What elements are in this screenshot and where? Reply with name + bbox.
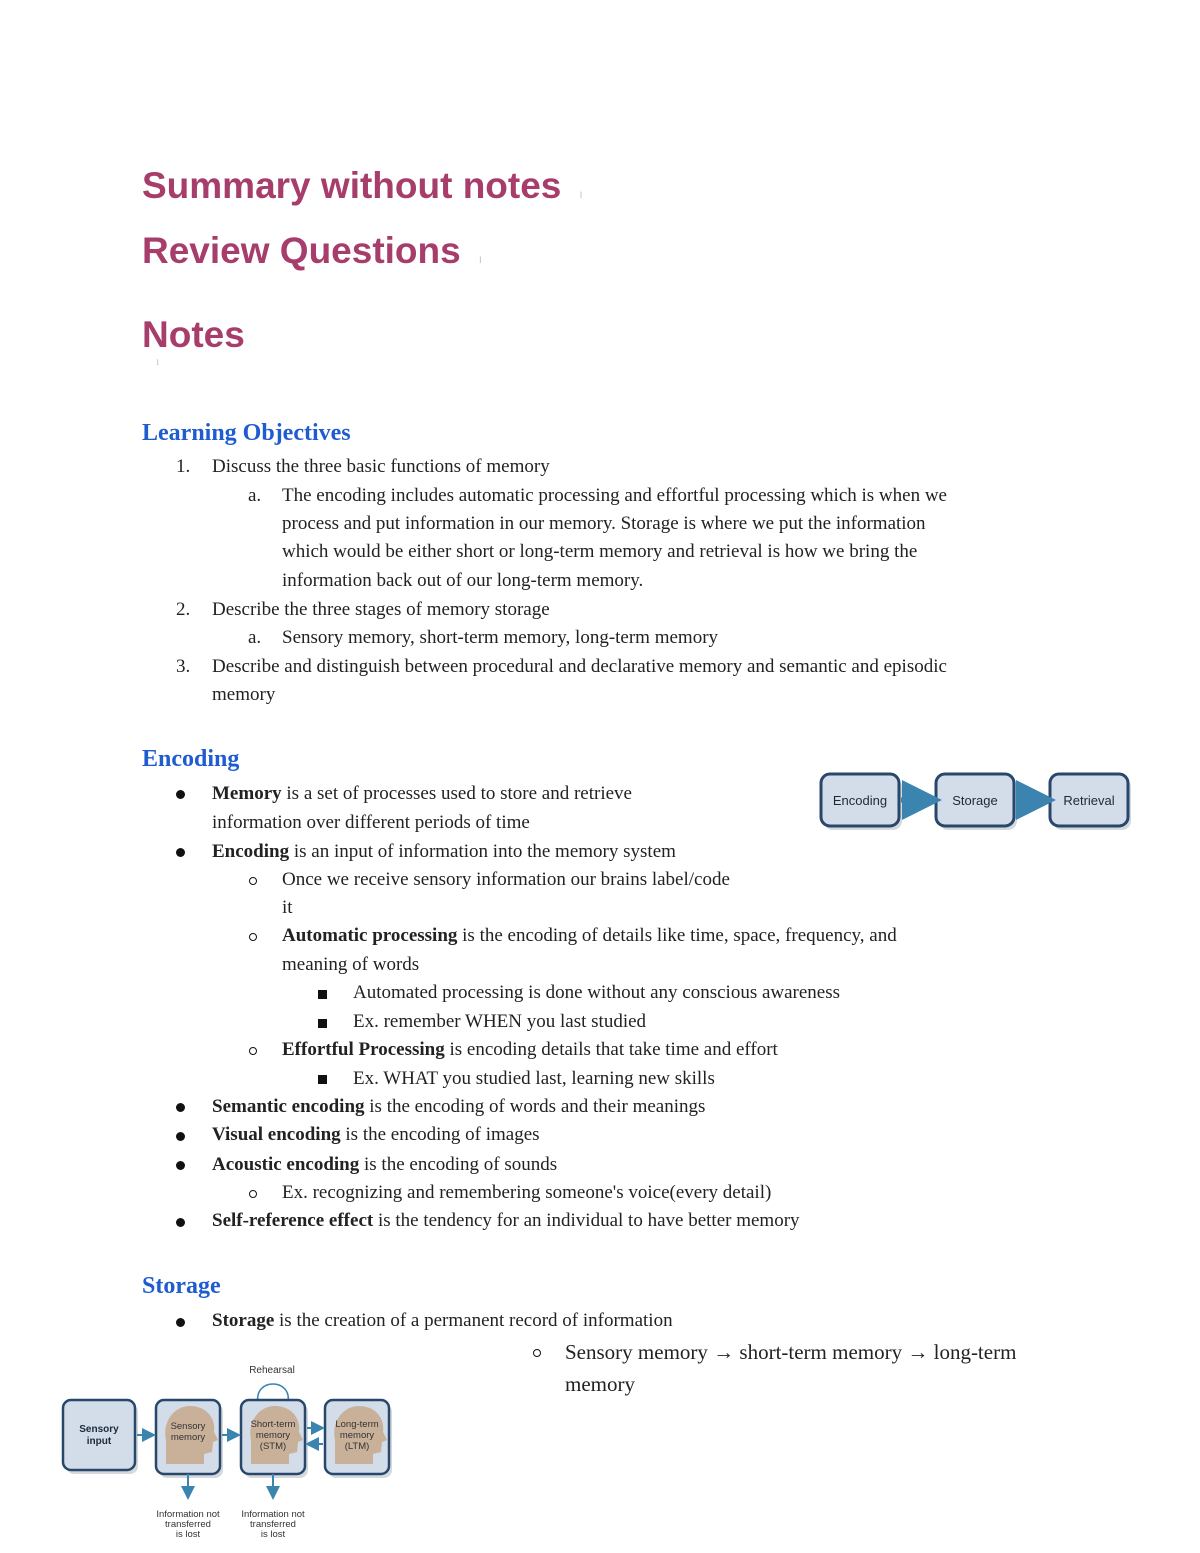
term-visual-encoding: Visual encoding (212, 1124, 341, 1145)
sensory-input-label: Sensory (79, 1424, 119, 1435)
list-number: 2. (176, 599, 191, 620)
term-semantic-encoding: Semantic encoding (212, 1096, 365, 1117)
info-lost-label: transferred (165, 1519, 211, 1530)
bullet-disc (176, 1161, 185, 1170)
notes-marker: ı (156, 354, 160, 368)
term-memory: Memory (212, 783, 282, 804)
auto-def: is the encoding of details like time, space, frequency, and (457, 925, 897, 946)
objective-1a-line: The encoding includes automatic processing and effortful processing which is when we (282, 485, 947, 506)
bullet-disc (176, 848, 185, 857)
term-effortful-processing: Effortful Processing (282, 1039, 445, 1060)
summary-heading-text: Summary without notes (142, 165, 562, 206)
bullet-square (318, 1019, 327, 1028)
acoustic-sub: Ex. recognizing and remembering someone's voice(every detail) (282, 1182, 772, 1203)
auto-sub-2: Ex. remember WHEN you last studied (353, 1011, 647, 1032)
retrieval-box-label: Retrieval (1063, 793, 1115, 808)
heading-marker: ı (478, 252, 483, 266)
list-letter: a. (248, 485, 262, 506)
bullet-circle (249, 877, 257, 885)
storage-definition (212, 1307, 673, 1336)
info-lost-label: is lost (175, 1529, 201, 1540)
term-automatic-processing: Automatic processing (282, 925, 458, 946)
review-heading (142, 232, 482, 269)
visual-def: is the encoding of images (340, 1124, 540, 1145)
bullet-disc (176, 1318, 185, 1327)
stm-label: memory (255, 1430, 291, 1441)
objective-2: Describe the three stages of memory storage (212, 599, 550, 620)
objective-3-line: memory (212, 684, 276, 705)
list-number: 1. (176, 456, 191, 477)
objective-1a-line: which would be either short or long-term memory and retrieval is how we bring the (282, 541, 918, 562)
notes-heading (142, 316, 245, 353)
rehearsal-label: Rehearsal (249, 1365, 295, 1376)
notes-heading-text: Notes (142, 314, 245, 355)
term-self-reference-effect: Self-reference effect (212, 1210, 374, 1231)
memory-def: is a set of processes used to store and retrieve (281, 783, 632, 804)
selfref-def: is the tendency for an individual to have better memory (373, 1210, 800, 1231)
sensory-memory-label: Sensory (170, 1421, 206, 1432)
sensory-memory-label: memory (170, 1432, 206, 1443)
semantic-encoding (212, 1093, 705, 1122)
sensory-input-box (63, 1400, 135, 1470)
objective-1a-line: process and put information in our memory. Storage is where we put the information (282, 513, 926, 534)
sensory-code-text: Once we receive sensory information our brains label/code (282, 869, 730, 890)
objective-1: Discuss the three basic functions of memory (212, 456, 550, 477)
sensory-code-cont: it (282, 897, 293, 918)
effort-def: is encoding details that take time and effort (444, 1039, 778, 1060)
term-storage: Storage (212, 1310, 275, 1331)
info-lost-label: Information not (241, 1509, 305, 1520)
auto-sub-1: Automated processing is done without any conscious awareness (353, 982, 841, 1003)
objective-1a-line: information back out of our long-term memory. (282, 570, 644, 591)
stm-label: (STM) (259, 1441, 287, 1452)
bullet-circle (533, 1349, 541, 1357)
storage-def: is the creation of a permanent record of information (274, 1310, 673, 1331)
storage-flow-line: Sensory memory → short-term memory → long-term (565, 1340, 1017, 1364)
objective-2a: Sensory memory, short-term memory, long-term memory (282, 627, 719, 648)
effortful-processing (282, 1036, 778, 1065)
objective-3-line: Describe and distinguish between procedural and declarative memory and semantic and episodic (212, 656, 947, 677)
term-acoustic-encoding: Acoustic encoding (212, 1154, 360, 1175)
ltm-label: (LTM) (344, 1441, 370, 1452)
encoding-box-label: Encoding (832, 793, 888, 808)
bullet-square (318, 990, 327, 999)
storage-box-label: Storage (952, 793, 998, 808)
summary-heading (142, 167, 583, 204)
bullet-disc (176, 1103, 185, 1112)
memory-definition-cont: information over different periods of time (212, 812, 530, 833)
encoding-def: is an input of information into the memory system (289, 841, 676, 862)
acoustic-def: is the encoding of sounds (359, 1154, 558, 1175)
learning-objectives-heading: Learning Objectives (142, 420, 351, 446)
semantic-def: is the encoding of words and their meanings (364, 1096, 706, 1117)
sensory-input-label: input (86, 1436, 112, 1447)
acoustic-encoding (212, 1151, 557, 1180)
ltm-label: Long-term (335, 1419, 379, 1430)
bullet-disc (176, 1218, 185, 1227)
encoding-heading: Encoding (142, 746, 240, 772)
automatic-processing (282, 922, 897, 951)
heading-marker: ı (579, 187, 583, 201)
effort-sub-1: Ex. WHAT you studied last, learning new skills (353, 1068, 715, 1089)
ltm-label: memory (339, 1430, 375, 1441)
bullet-circle (249, 1047, 257, 1055)
bullet-square (318, 1075, 327, 1084)
memory-process-diagram (812, 768, 1137, 838)
self-reference-effect (212, 1207, 800, 1236)
bullet-circle (249, 1190, 257, 1198)
info-lost-label: Information not (156, 1509, 220, 1520)
list-number: 3. (176, 656, 191, 677)
info-lost-label: is lost (260, 1529, 286, 1540)
term-encoding: Encoding (212, 841, 290, 862)
visual-encoding (212, 1121, 540, 1150)
memory-stages-diagram (58, 1360, 403, 1546)
bullet-disc (176, 1132, 185, 1141)
storage-heading: Storage (142, 1273, 221, 1299)
storage-flow-line-cont: memory (565, 1372, 635, 1396)
bullet-circle (249, 933, 257, 941)
info-lost-label: transferred (250, 1519, 296, 1530)
memory-definition (212, 780, 632, 809)
list-letter: a. (248, 627, 262, 648)
bullet-disc (176, 790, 185, 799)
automatic-processing-cont: meaning of words (282, 954, 420, 975)
review-heading-text: Review Questions (142, 230, 461, 271)
encoding-definition (212, 838, 676, 867)
stm-label: Short-term (250, 1419, 296, 1430)
